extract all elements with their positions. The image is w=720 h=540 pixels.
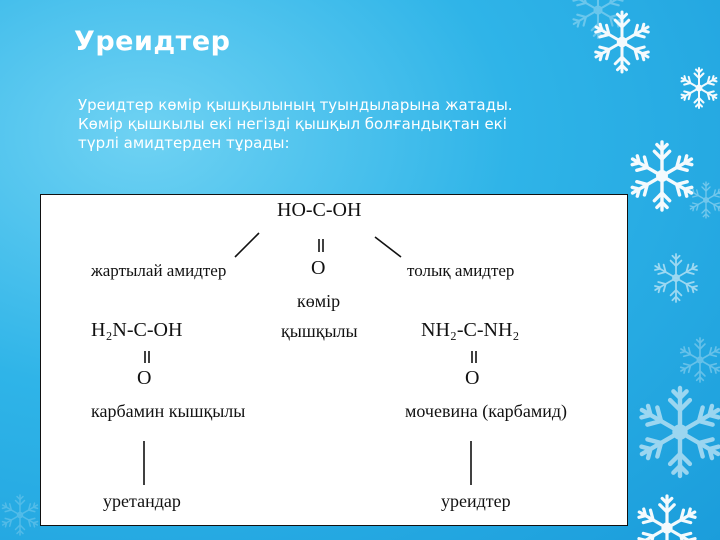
right-oxygen: О [465,367,480,389]
center-name: көмір [297,291,341,311]
center-oxygen: О [311,257,326,279]
paragraph-line: Уреидтер көмір қышқылының туындыларына жатады. [78,96,513,114]
slide-title: Уреидтер [74,26,231,57]
snowflake-icon [653,254,700,302]
center-name: қышқылы [281,321,358,341]
left-formula: Н₂N-C-OH [91,319,183,341]
paragraph-line: Көмір қышкылы екі негізді қышқыл болғандықтан екі [78,115,507,133]
intro-paragraph [78,96,638,153]
paragraph-line: түрлі амидтерден тұрады: [78,134,290,152]
left-oxygen: О [137,367,152,389]
snowflake-icon [679,68,718,108]
snowflake-icon [0,495,39,535]
left-product: уретандар [103,491,181,511]
snowflake-icon [637,388,720,476]
snowflake-icon [571,0,626,38]
scheme-lines [41,195,627,525]
left-branch-arrow [235,233,259,257]
snowflake-icon [636,496,699,540]
right-branch-label: толық амидтер [407,261,515,280]
snowflake-icon [629,142,696,210]
snowflake-icon [593,12,652,72]
left-name: карбамин кышқылы [91,401,246,421]
carbonic-acid-formula: НО-С-ОН [277,199,362,221]
left-branch-label: жартылай амидтер [91,261,227,280]
right-name: мочевина (карбамид) [405,401,567,421]
right-product: уреидтер [441,491,511,511]
reaction-scheme-image [40,194,628,526]
right-formula: NH₂-C-NH₂ [421,319,520,341]
snowflake-icon [678,338,720,382]
right-branch-arrow [375,237,401,257]
